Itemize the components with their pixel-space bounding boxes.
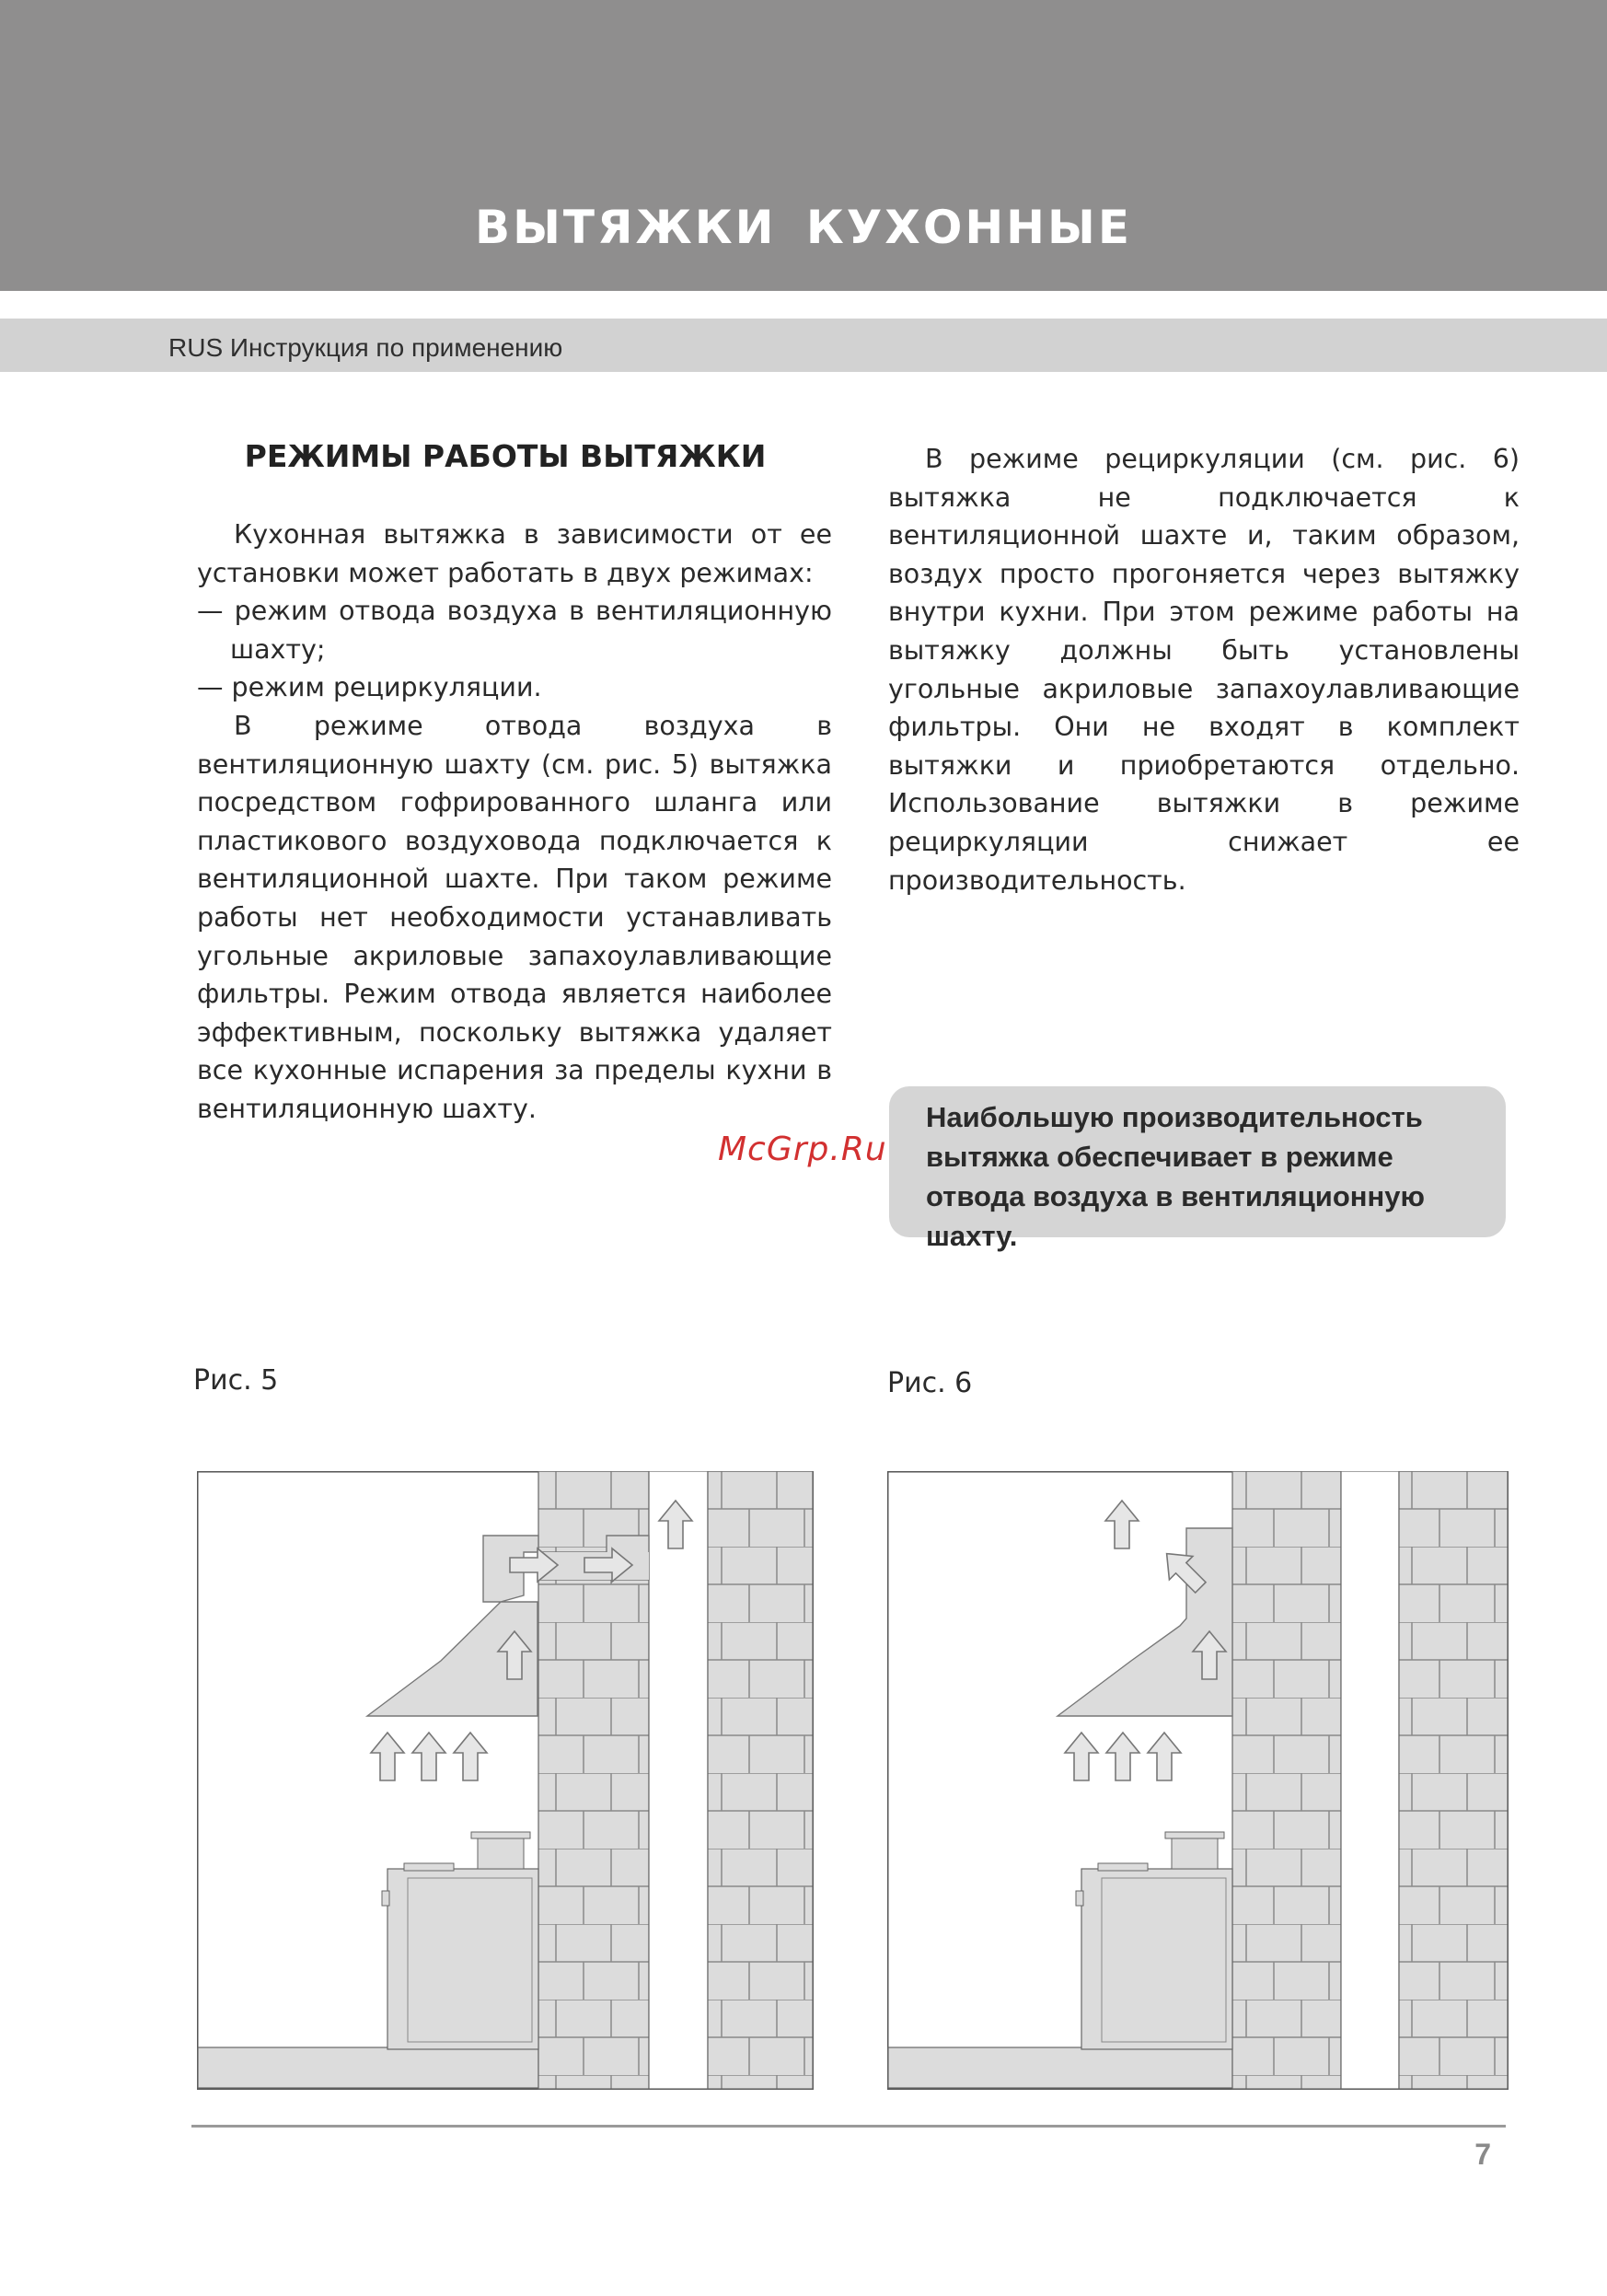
- ventilation-shaft: [649, 1471, 708, 2089]
- left-column: [197, 516, 832, 1129]
- page-number: 7: [1474, 2138, 1491, 2171]
- exhaust-mode-paragraph: В режиме отвода воздуха в вентиляционную шахту (см. рис. 5) вытяжка посредством гофрированного шланга или пластикового воздуховода подключается к вентиляционной шахте. При таком режиме работы нет необходимости устанавливать угольные акриловые запахоулавливающие фильтры. Режим отвода является наиболее эффективным, поскольку вытяжка удаляет все кухонные испарения за пределы кухни в вентиляционную шахту.: [197, 710, 832, 1124]
- brick-wall-right: [1399, 1471, 1508, 2089]
- brick-wall: [1232, 1471, 1341, 2089]
- note-text: Наибольшую производительность вытяжка обеспечивает в режиме отвода воздуха в вентиляционную шахту.: [926, 1101, 1425, 1252]
- figure-5-caption: Рис. 5: [193, 1364, 279, 1397]
- figure-5-exhaust-diagram: [197, 1471, 814, 2090]
- mode-item-exhaust: — режим отвода воздуха в вентиляционную шахту;: [197, 596, 832, 665]
- document-subtitle: RUS Инструкция по применению: [168, 333, 563, 362]
- page-title: ВЫТЯЖКИ КУХОННЫЕ: [475, 201, 1132, 254]
- brick-wall-right: [708, 1471, 813, 2089]
- footer-rule: [191, 2125, 1506, 2128]
- mode-item-recirculation: — режим рециркуляции.: [197, 672, 542, 703]
- intro-paragraph: Кухонная вытяжка в зависимости от ее установки может работать в двух режимах:: [197, 519, 832, 588]
- ventilation-shaft: [1341, 1471, 1399, 2089]
- figure-6-caption: Рис. 6: [887, 1367, 973, 1399]
- section-title: РЕЖИМЫ РАБОТЫ ВЫТЯЖКИ: [244, 438, 767, 474]
- recirculation-paragraph: В режиме рециркуляции (см. рис. 6) вытяжка не подключается к вентиляционной шахте и, таким образом, воздух просто прогоняется через вытяжку внутри кухни. При этом режиме работы на вытяжку должны быть установлены угольные акриловые запахоулавливающие фильтры. Они не входят в комплект вытяжки и приобретаются отдельно. Использование вытяжки в режиме рециркуляции снижает ее производительность.: [888, 444, 1520, 896]
- floor: [888, 2047, 1232, 2088]
- note-box: [889, 1086, 1506, 1252]
- watermark: McGrp.Ru: [718, 1131, 887, 1168]
- right-column: [888, 440, 1520, 899]
- figure-6-recirculation-diagram: [887, 1471, 1509, 2090]
- floor: [198, 2047, 538, 2088]
